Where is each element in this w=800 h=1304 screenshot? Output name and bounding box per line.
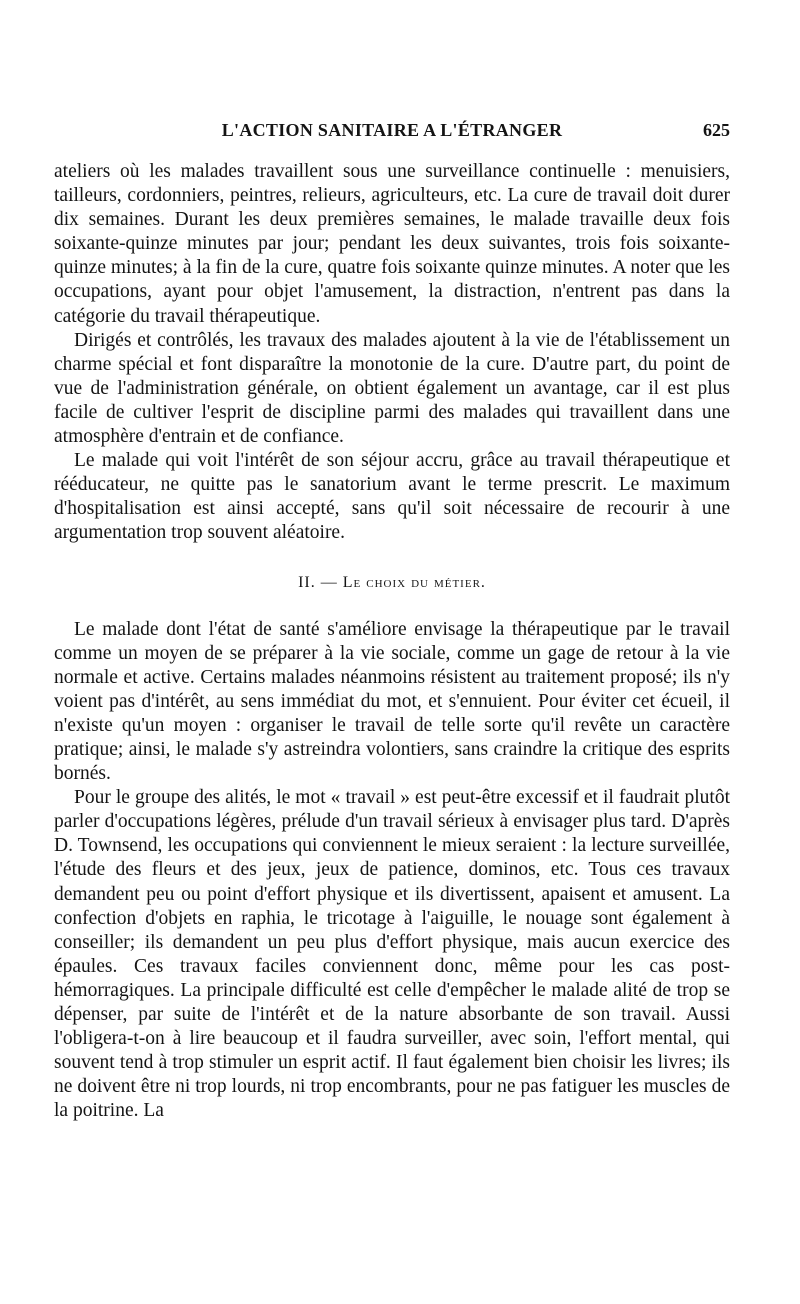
paragraph: Le malade qui voit l'intérêt de son séjour accru, grâce au travail thérapeutique et rééducateur, ne quitte pas le sanatorium avant le terme prescrit. Le maximum d'hospitalisation est ainsi accepté, sans qu'il soit nécessaire de recourir à une argumentation trop souvent aléatoire. <box>54 450 730 544</box>
section-heading: II. — Le choix du métier. <box>298 573 486 591</box>
paragraph: Pour le groupe des alités, le mot « travail » est peut-être excessif et il faudrait plutôt parler d'occupations légères, prélude d'un travail sérieux à envisager plus tard. D'après D. Townsend, les occupations qui conviennent le mieux seraient : la lecture surveillée, l'étude des fleurs et des jeux, jeux de patience, dominos, etc. Tous ces travaux demandent peu ou point d'effort physique et ils divertissent, apaisent et amusent. La confection d'objets en raphia, le tricotage à l'aiguille, le nouage sont également à conseiller; ils demandent un peu plus d'effort physique, mais aucun exercice des épaules. Ces travaux faciles conviennent donc, même pour les cas post-hémorragiques. La principale difficulté est celle d'empêcher le malade alité de trop se dépenser, par suite de l'intérêt et de la nature absorbante de son travail. Aussi l'obligera-t-on à lire beaucoup et il faudra surveiller, avec soin, l'effort mental, qui souvent tend à trop stimuler un esprit actif. Il faut également bien choisir les livres; ils ne doivent être ni trop lourds, ni trop encombrants, pour ne pas fatiguer les muscles de la poitrine. La <box>54 787 730 1122</box>
book-page <box>54 116 730 1123</box>
paragraph: Dirigés et contrôlés, les travaux des malades ajoutent à la vie de l'établissement un charme spécial et font disparaître la monotonie de la cure. D'autre part, du point de vue de l'administration générale, on obtient également un avantage, car il est plus facile de cultiver l'esprit de discipline parmi des malades qui travaillent dans une atmosphère d'entrain et de confiance. <box>54 329 730 448</box>
running-head <box>54 116 730 146</box>
paragraph: Le malade dont l'état de santé s'améliore envisage la thérapeutique par le travail comme un moyen de se préparer à la vie sociale, comme un gage de retour à la vie normale et active. Certains malades néanmoins résistent au traitement proposé; ils n'y voient pas d'intérêt, au sens immédiat du mot, et s'ennuient. Pour éviter cet écueil, il n'existe qu'un moyen : organiser le travail de telle sorte qu'il revête un caractère pratique; ainsi, le malade s'y astreindra volontiers, sans craindre la critique des esprits bornés. <box>54 618 730 785</box>
running-title: L'ACTION SANITAIRE A L'ÉTRANGER <box>221 120 563 140</box>
page-number: 625 <box>703 120 730 140</box>
paragraph-continued: ateliers où les malades travaillent sous une surveillance continuelle : menuisiers, tailleurs, cordonniers, peintres, relieurs, agriculteurs, etc. La cure de travail doit durer dix semaines. Durant les deux premières semaines, le malade travaille deux fois soixante-quinze minutes par jour; pendant les deux suivantes, trois fois soixante-quinze minutes; à la fin de la cure, quatre fois soixante quinze minutes. A noter que les occupations, ayant pour objet l'amusement, la distraction, n'entrent pas dans la catégorie du travail thérapeutique. <box>54 161 730 327</box>
